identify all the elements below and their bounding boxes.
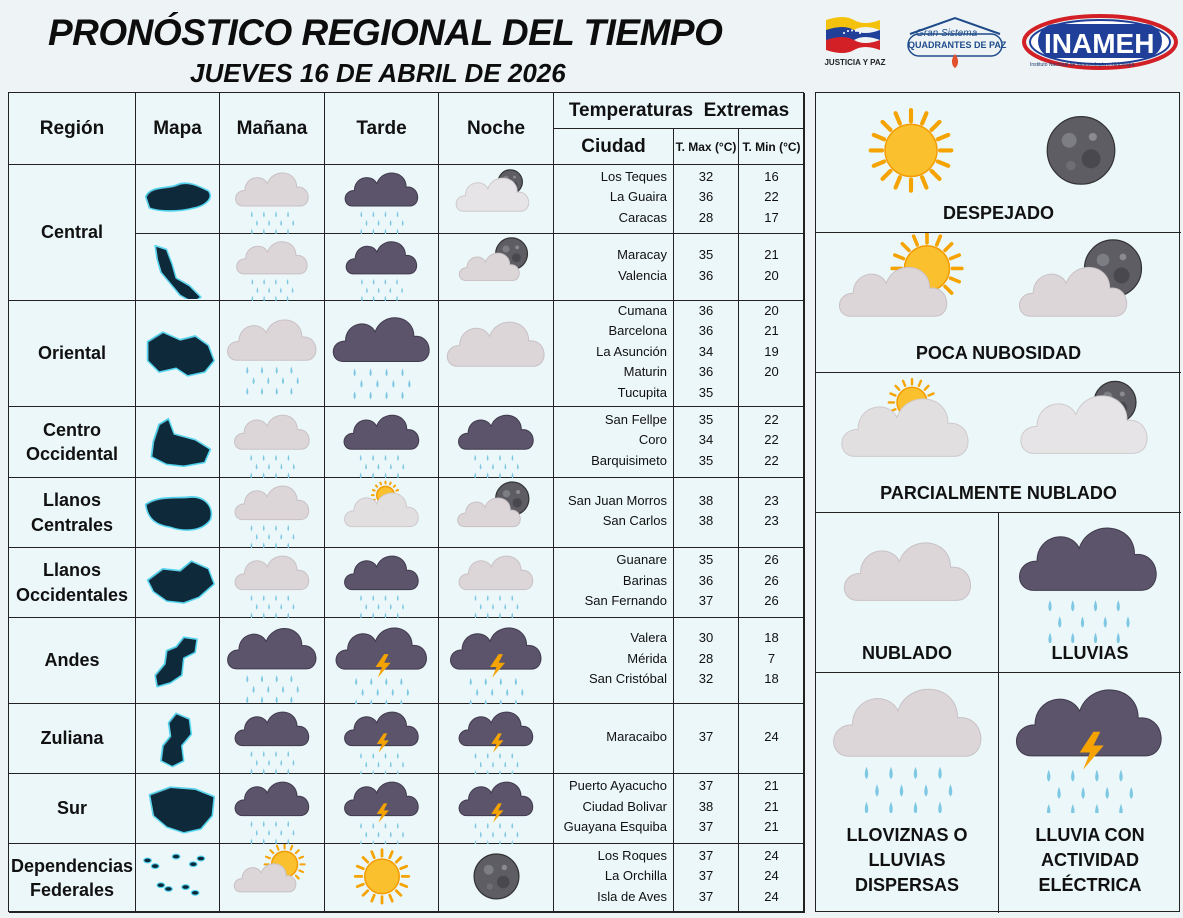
region-cell xyxy=(9,548,136,618)
few-clouds-night-icon xyxy=(439,478,554,553)
temp-min: 16 xyxy=(764,168,779,184)
few-clouds-night-icon xyxy=(1006,233,1166,358)
city-name: Cumana xyxy=(617,302,667,318)
clear-day-icon xyxy=(846,99,976,214)
region-name: Llanos Centrales xyxy=(30,490,114,535)
few-clouds-day-icon xyxy=(220,844,325,918)
city-name: Ciudad Bolivar xyxy=(582,798,667,814)
tmin-cell xyxy=(739,704,805,774)
rain-icon xyxy=(220,618,325,709)
rain-icon xyxy=(439,407,554,483)
header-tmax-label: T. Max (°C) xyxy=(675,139,737,154)
rain-icon xyxy=(325,301,439,412)
temp-min: 18 xyxy=(764,630,779,646)
city-name: Caracas xyxy=(618,209,667,225)
tmin-cell xyxy=(739,234,805,301)
city-name: Isla de Aves xyxy=(597,888,667,904)
legend-label: LLUVIA CON ACTIVIDAD ELÉCTRICA xyxy=(1035,825,1145,896)
cloudy-icon xyxy=(826,523,991,648)
partly-cloudy-day-icon xyxy=(826,373,986,498)
forecast-date: JUEVES 16 DE ABRIL DE 2026 xyxy=(190,58,566,88)
temp-max: 36 xyxy=(698,364,714,380)
region-map-icon xyxy=(138,303,218,410)
afternoon-cell xyxy=(325,234,439,301)
city-name: Guanare xyxy=(616,552,667,568)
tmax-cell xyxy=(674,234,739,301)
temp-min: 24 xyxy=(764,888,779,904)
city-name: San Carlos xyxy=(602,513,667,528)
temp-min: 26 xyxy=(764,593,779,609)
cloudy-drizzle-icon xyxy=(220,478,325,553)
morning-cell xyxy=(220,704,325,774)
map-cell xyxy=(136,234,220,301)
morning-cell xyxy=(220,407,325,478)
temp-min: 22 xyxy=(764,189,779,205)
temp-max: 35 xyxy=(698,552,714,568)
region-name: Oriental xyxy=(37,343,107,364)
temp-min: 21 xyxy=(764,798,779,814)
city-name: San Fellpe xyxy=(604,411,667,427)
morning-cell xyxy=(220,774,325,844)
temp-max: 37 xyxy=(698,819,714,835)
temp-max: 32 xyxy=(698,168,714,184)
header-tmin-label: T. Min (°C) xyxy=(742,139,801,154)
night-cell xyxy=(439,774,554,844)
map-cell xyxy=(136,407,220,478)
tmax-cell xyxy=(674,704,739,774)
temp-max: 37 xyxy=(698,728,714,744)
cloudy-drizzle-icon xyxy=(220,234,325,306)
temp-min: 24 xyxy=(764,868,779,884)
partly-cloudy-day-icon xyxy=(325,478,439,553)
region-cell xyxy=(9,301,136,407)
temp-min: 20 xyxy=(764,364,779,380)
temp-min: 24 xyxy=(764,728,779,744)
night-cell xyxy=(439,618,554,704)
temp-min: 20 xyxy=(764,302,779,318)
city-name: San Juan Morros xyxy=(568,492,667,508)
legend-label: DESPEJADO xyxy=(942,203,1055,223)
region-cell xyxy=(9,774,136,844)
header-temps xyxy=(554,93,805,129)
rain-icon xyxy=(325,234,439,306)
header-tmax xyxy=(674,129,739,165)
afternoon-cell xyxy=(325,407,439,478)
region-name: Andes xyxy=(44,650,100,671)
temp-min: 21 xyxy=(764,819,779,835)
city-name: La Orchilla xyxy=(604,868,667,884)
header-afternoon-label: Tarde xyxy=(356,117,407,139)
city-cell xyxy=(554,234,674,301)
map-cell xyxy=(136,618,220,704)
legend-label: PARCIALMENTE NUBLADO xyxy=(880,483,1117,503)
morning-cell xyxy=(220,301,325,407)
cloudy-drizzle-icon xyxy=(821,673,996,818)
region-cell xyxy=(9,618,136,704)
region-map-icon xyxy=(138,776,218,847)
header-afternoon xyxy=(325,93,439,165)
cloudy-icon xyxy=(439,301,554,412)
temp-max: 37 xyxy=(698,778,714,794)
temp-min: 17 xyxy=(764,209,779,225)
storm-icon xyxy=(439,618,554,709)
tmin-cell xyxy=(739,165,805,234)
temp-max: 36 xyxy=(698,302,714,318)
rain-icon xyxy=(220,704,325,779)
legend-partly-cloudy xyxy=(816,373,1181,513)
night-cell xyxy=(439,165,554,234)
city-name: Barcelona xyxy=(608,323,667,339)
temp-min: 20 xyxy=(764,267,779,283)
storm-icon xyxy=(439,774,554,849)
temp-max: 34 xyxy=(698,343,714,359)
tmax-cell xyxy=(674,165,739,234)
temp-max: 38 xyxy=(698,798,714,814)
temp-min: 22 xyxy=(764,432,779,448)
temp-min: 23 xyxy=(764,492,779,508)
city-name: San Cristóbal xyxy=(588,671,667,687)
header-region xyxy=(9,93,136,165)
header-temps-label: Temperaturas Extremas xyxy=(568,99,790,121)
temp-max: 34 xyxy=(698,432,714,448)
temp-min: 21 xyxy=(764,323,779,339)
city-cell xyxy=(554,407,674,478)
night-cell xyxy=(439,548,554,618)
temp-min: 7 xyxy=(767,650,776,666)
clear-night-icon xyxy=(1016,99,1146,214)
header-city-label: Ciudad xyxy=(581,135,646,157)
city-cell xyxy=(554,301,674,407)
tmin-cell xyxy=(739,618,805,704)
temp-min: 18 xyxy=(764,671,779,687)
temp-max: 35 xyxy=(698,411,714,427)
storm-icon xyxy=(325,774,439,849)
afternoon-cell xyxy=(325,301,439,407)
morning-cell xyxy=(220,548,325,618)
legend-label: POCA NUBOSIDAD xyxy=(915,343,1082,363)
map-cell xyxy=(136,704,220,774)
temp-max: 36 xyxy=(698,572,714,588)
city-name: Barinas xyxy=(622,572,667,588)
page-title: PRONÓSTICO REGIONAL DEL TIEMPO xyxy=(48,12,723,53)
region-cell xyxy=(9,165,136,301)
region-map-icon xyxy=(138,480,218,551)
city-name: Valera xyxy=(630,630,667,646)
partly-cloudy-night-icon xyxy=(439,165,554,239)
legend-label: LLUVIAS xyxy=(1051,643,1129,663)
temp-max: 37 xyxy=(698,847,714,863)
storm-icon xyxy=(325,704,439,779)
city-cell xyxy=(554,165,674,234)
inameh-logo-subtitle: Instituto Nacional de Meteorología e Hidrología xyxy=(1030,62,1135,68)
temp-min: 21 xyxy=(764,247,779,262)
region-name: Sur xyxy=(56,798,87,819)
temp-max: 37 xyxy=(698,888,714,904)
tmin-cell xyxy=(739,478,805,548)
tmax-cell xyxy=(674,478,739,548)
temp-max: 36 xyxy=(698,189,714,205)
afternoon-cell xyxy=(325,774,439,844)
city-cell xyxy=(554,548,674,618)
header-map xyxy=(136,93,220,165)
map-cell xyxy=(136,774,220,844)
header-region-label: Región xyxy=(39,117,105,139)
justicia-logo-text: JUSTICIA Y PAZ xyxy=(824,58,886,67)
city-name: Los Teques xyxy=(600,168,667,184)
region-cell xyxy=(9,704,136,774)
legend-cloudy xyxy=(816,513,999,673)
rain-icon xyxy=(1004,513,1174,648)
storm-icon xyxy=(325,618,439,709)
legend-rain xyxy=(999,513,1181,673)
night-cell xyxy=(439,844,554,913)
temp-max: 35 xyxy=(698,384,714,400)
region-map-icon xyxy=(138,620,218,707)
map-cell xyxy=(136,548,220,618)
afternoon-cell xyxy=(325,618,439,704)
storm-icon xyxy=(1004,673,1176,818)
rain-icon xyxy=(220,774,325,849)
city-name: Valencia xyxy=(618,267,667,283)
cloudy-drizzle-icon xyxy=(220,548,325,623)
city-name: Maracaibo xyxy=(606,728,667,744)
clear-night-icon xyxy=(439,844,554,918)
temp-min: 19 xyxy=(764,343,779,359)
region-map-icon xyxy=(138,236,218,304)
map-cell xyxy=(136,165,220,234)
legend-storm xyxy=(999,673,1181,913)
cloudy-drizzle-icon xyxy=(220,407,325,483)
forecast-table xyxy=(8,92,804,912)
legend-panel xyxy=(815,92,1180,912)
partly-cloudy-night-icon xyxy=(1016,373,1166,498)
rain-icon xyxy=(325,407,439,483)
temp-max: 38 xyxy=(698,513,714,528)
few-clouds-day-icon xyxy=(826,233,986,358)
tmax-cell xyxy=(674,844,739,913)
temp-max: 38 xyxy=(698,492,714,508)
city-name: Coro xyxy=(638,432,667,448)
region-name: Central xyxy=(40,222,103,243)
header-tmin xyxy=(739,129,805,165)
city-cell xyxy=(554,704,674,774)
morning-cell xyxy=(220,844,325,913)
cloudy-drizzle-icon xyxy=(220,165,325,239)
temp-min: 22 xyxy=(764,452,779,468)
temp-min: 21 xyxy=(764,778,779,794)
map-cell xyxy=(136,844,220,913)
legend-few-clouds xyxy=(816,233,1181,373)
few-clouds-night-icon xyxy=(439,234,554,306)
logos xyxy=(820,10,1180,75)
legend-clear xyxy=(816,93,1181,233)
region-map-icon xyxy=(138,706,218,777)
city-name: Tucupita xyxy=(617,384,667,400)
temp-max: 35 xyxy=(698,452,714,468)
temp-max: 37 xyxy=(698,868,714,884)
inameh-logo-text: INAMEH xyxy=(1044,28,1155,59)
temp-min: 24 xyxy=(764,847,779,863)
region-name: Llanos Occidentales xyxy=(15,560,129,605)
morning-cell xyxy=(220,165,325,234)
region-map-icon xyxy=(138,846,218,916)
city-name: Maturin xyxy=(623,364,667,380)
region-map-icon xyxy=(138,167,218,237)
tmax-cell xyxy=(674,774,739,844)
tmax-cell xyxy=(674,618,739,704)
temp-max: 35 xyxy=(698,247,714,262)
legend-label: LLOVIZNAS O LLUVIAS DISPERSAS xyxy=(846,825,968,896)
city-name: Los Roques xyxy=(597,847,667,863)
legend-drizzle xyxy=(816,673,999,913)
afternoon-cell xyxy=(325,704,439,774)
header-night xyxy=(439,93,554,165)
storm-icon xyxy=(439,704,554,779)
temp-max: 36 xyxy=(698,267,714,283)
clear-day-icon xyxy=(325,844,439,918)
region-cell xyxy=(9,844,136,913)
tmin-cell xyxy=(739,548,805,618)
night-cell xyxy=(439,704,554,774)
tmax-cell xyxy=(674,407,739,478)
city-cell xyxy=(554,844,674,913)
temp-min: 26 xyxy=(764,572,779,588)
map-cell xyxy=(136,301,220,407)
region-name: Dependencias Federales xyxy=(10,855,134,900)
city-cell xyxy=(554,774,674,844)
morning-cell xyxy=(220,618,325,704)
temp-min: 23 xyxy=(764,513,779,528)
afternoon-cell xyxy=(325,478,439,548)
temp-min: 26 xyxy=(764,552,779,568)
afternoon-cell xyxy=(325,844,439,913)
morning-cell xyxy=(220,234,325,301)
region-map-icon xyxy=(138,409,218,481)
tmax-cell xyxy=(674,301,739,407)
temp-max: 30 xyxy=(698,630,714,646)
city-name: Maracay xyxy=(617,247,667,262)
city-name: San Fernando xyxy=(584,593,667,609)
city-cell xyxy=(554,618,674,704)
temp-max: 32 xyxy=(698,671,714,687)
header-night-label: Noche xyxy=(466,117,526,139)
city-name: Barquisimeto xyxy=(591,452,667,468)
rain-icon xyxy=(325,548,439,623)
city-name: La Guaira xyxy=(609,189,667,205)
temp-max: 37 xyxy=(698,593,714,609)
venezuela-flag-icon xyxy=(824,14,882,54)
night-cell xyxy=(439,301,554,407)
temp-min: 22 xyxy=(764,411,779,427)
legend-label: NUBLADO xyxy=(862,643,952,663)
tmin-cell xyxy=(739,774,805,844)
quadrantes-logo-top: Gran Sistema xyxy=(916,28,978,39)
quadrantes-logo-bottom: QUADRANTES DE PAZ xyxy=(908,40,1007,50)
tmin-cell xyxy=(739,407,805,478)
temp-max: 28 xyxy=(698,650,714,666)
city-name: Guayana Esquiba xyxy=(563,819,667,835)
cloudy-drizzle-icon xyxy=(220,301,325,412)
header-morning xyxy=(220,93,325,165)
night-cell xyxy=(439,478,554,548)
region-name: Zuliana xyxy=(40,728,104,749)
header-city xyxy=(554,129,674,165)
morning-cell xyxy=(220,478,325,548)
afternoon-cell xyxy=(325,548,439,618)
night-cell xyxy=(439,407,554,478)
header-map-label: Mapa xyxy=(153,117,202,139)
temp-max: 36 xyxy=(698,323,714,339)
header-morning-label: Mañana xyxy=(236,117,308,139)
temp-max: 28 xyxy=(698,209,714,225)
region-map-icon xyxy=(138,550,218,621)
region-name: Centro Occidental xyxy=(25,419,119,464)
cloudy-drizzle-icon xyxy=(439,548,554,623)
afternoon-cell xyxy=(325,165,439,234)
map-cell xyxy=(136,478,220,548)
tmin-cell xyxy=(739,301,805,407)
city-name: La Asunción xyxy=(596,343,667,359)
city-name: Puerto Ayacucho xyxy=(568,778,667,794)
city-cell xyxy=(554,478,674,548)
rain-icon xyxy=(325,165,439,239)
night-cell xyxy=(439,234,554,301)
region-cell xyxy=(9,407,136,478)
city-name: Mérida xyxy=(627,650,667,666)
region-cell xyxy=(9,478,136,548)
tmin-cell xyxy=(739,844,805,913)
tmax-cell xyxy=(674,548,739,618)
